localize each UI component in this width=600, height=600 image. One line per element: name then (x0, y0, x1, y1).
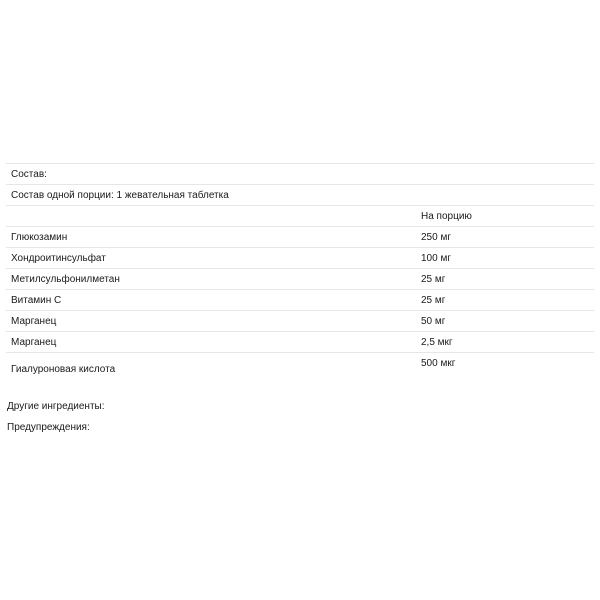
ingredient-row (6, 227, 594, 248)
ingredient-amount: 100 мг (421, 252, 451, 264)
other-ingredients-label: Другие ингредиенты: (7, 401, 105, 412)
ingredient-row (6, 332, 594, 353)
ingredient-name: Марганец (11, 336, 57, 348)
ingredient-amount: 2,5 мкг (421, 336, 453, 348)
warnings-label: Предупреждения: (7, 422, 90, 433)
supplement-facts-table (6, 163, 594, 388)
ingredient-name: Марганец (11, 315, 57, 327)
ingredient-name: Хондроитинсульфат (11, 252, 106, 264)
serving-row (6, 185, 594, 206)
ingredient-name: Глюкозамин (11, 231, 68, 243)
ingredient-name: Метилсульфонилметан (11, 273, 120, 285)
ingredient-name: Гиалуроновая кислота (11, 364, 116, 375)
ingredient-amount: 25 мг (421, 294, 446, 306)
ingredient-amount: 250 мг (421, 231, 451, 243)
ingredient-amount: 500 мкг (421, 358, 456, 369)
header-row (6, 206, 594, 227)
per-serving-header: На порцию (421, 210, 472, 222)
ingredient-row (6, 290, 594, 311)
composition-label: Состав: (11, 168, 47, 180)
composition-row (6, 164, 594, 185)
ingredient-row (6, 353, 594, 388)
serving-label: Состав одной порции: 1 жевательная таблетка (11, 189, 229, 201)
ingredient-row (6, 311, 594, 332)
ingredient-row (6, 248, 594, 269)
ingredient-row (6, 269, 594, 290)
ingredient-name: Витамин С (11, 294, 62, 306)
ingredient-amount: 50 мг (421, 315, 446, 327)
ingredient-amount: 25 мг (421, 273, 446, 285)
